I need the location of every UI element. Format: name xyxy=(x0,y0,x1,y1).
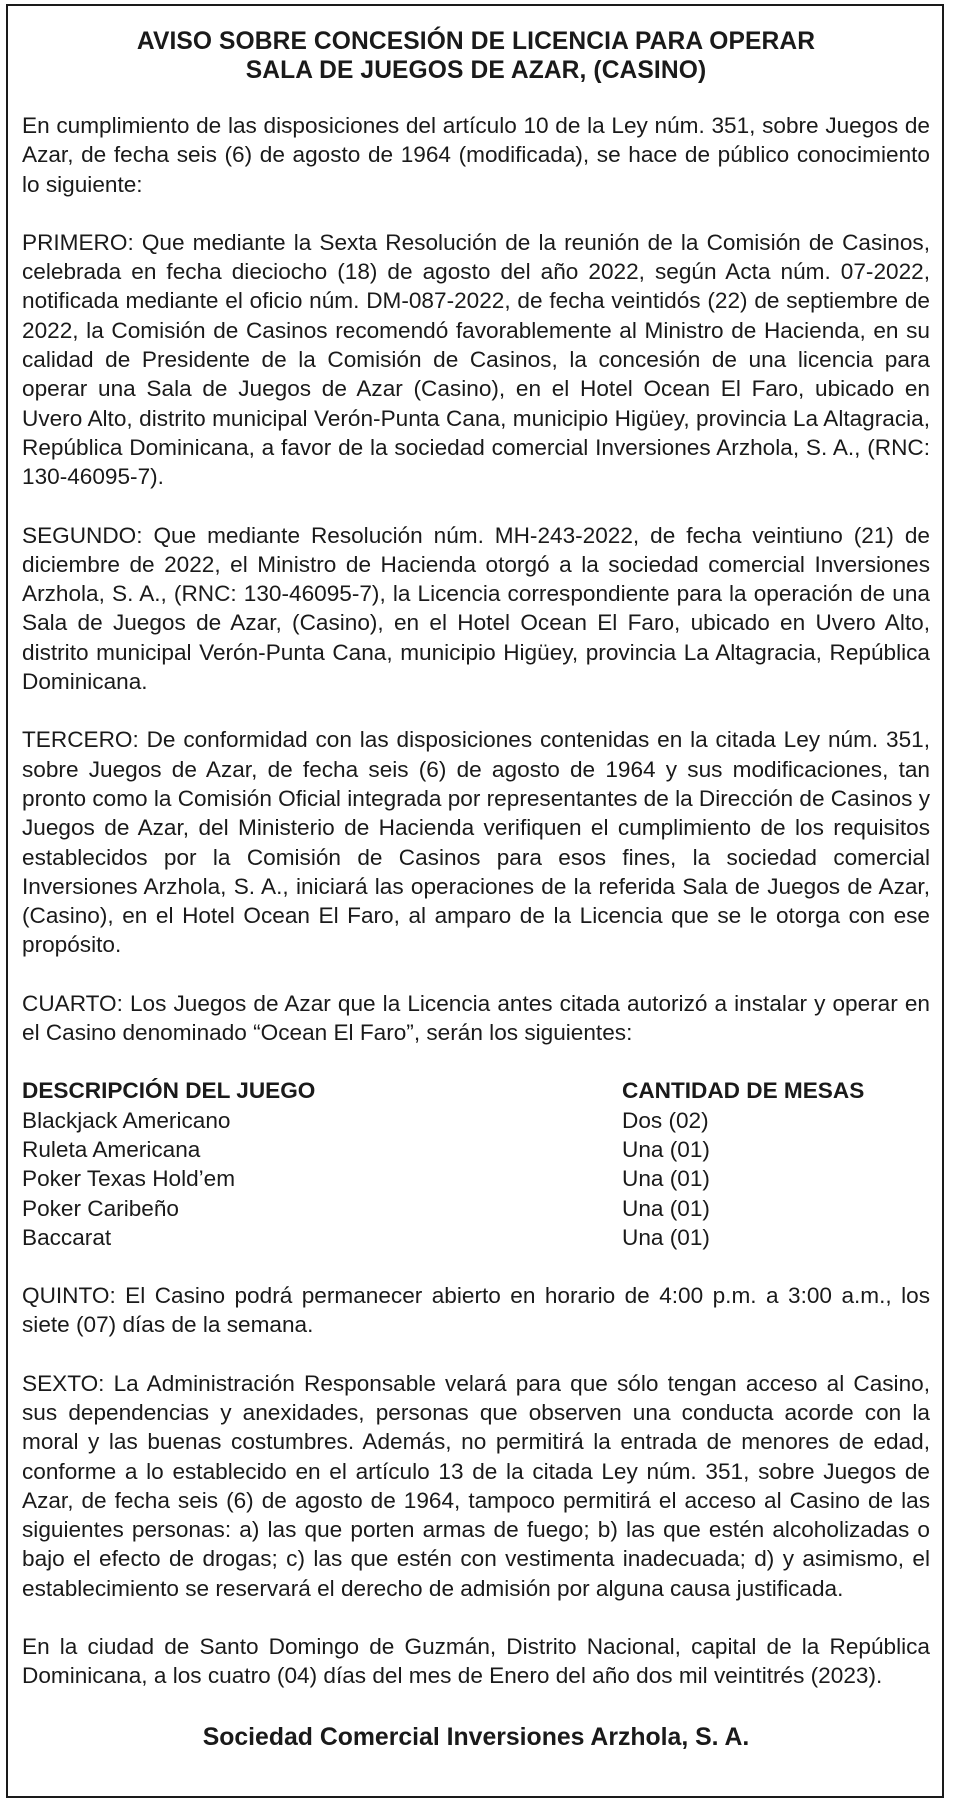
game-quantity: Una (01) xyxy=(622,1224,710,1250)
game-name: Blackjack Americano xyxy=(22,1107,231,1133)
header-table-count: CANTIDAD DE MESAS xyxy=(622,1078,865,1104)
primero-paragraph: PRIMERO: Que mediante la Sexta Resolución de la reunión de la Comisión de Casinos, celebrada en fecha dieciocho (18) de agosto del año 2022, según Acta núm. 07-2022, notificada mediante el oficio núm. DM-087-2022, de fecha veintidós (22) de septiembre de 2022, la Comisión de Casinos recomendó favorablemente al Ministro de Hacienda, en su calidad de Presidente de la Comisión de Casinos, la concesión de una licencia para operar una Sala de Juegos de Azar (Casino), en el Hotel Ocean El Faro, ubicado en Uvero Alto, distrito municipal Verón-Punta Cana, municipio Higüey, provincia La Altagracia, República Dominicana, a favor de la sociedad comercial Inversiones Arzhola, S. A., (RNC: 130-46095-7). xyxy=(22,229,930,490)
table-row xyxy=(22,1164,930,1193)
header-game-description: DESCRIPCIÓN DEL JUEGO xyxy=(22,1078,316,1104)
cuarto-paragraph: CUARTO: Los Juegos de Azar que la Licencia antes citada autorizó a instalar y operar en el Casino denominado “Ocean El Faro”, serán los siguientes: xyxy=(22,990,930,1046)
table-row xyxy=(22,1223,930,1252)
notice-frame xyxy=(6,4,944,1798)
game-quantity: Una (01) xyxy=(622,1136,710,1162)
notice-content xyxy=(22,28,930,1753)
game-quantity: Una (01) xyxy=(622,1195,710,1221)
closing-paragraph: En la ciudad de Santo Domingo de Guzmán, Distrito Nacional, capital de la República Dominicana, a los cuatro (04) días del mes de Enero del año dos mil veintitrés (2023). xyxy=(22,1634,930,1689)
game-quantity: Dos (02) xyxy=(622,1107,709,1133)
tercero-paragraph: TERCERO: De conformidad con las disposiciones contenidas en la citada Ley núm. 351, sobre Juegos de Azar, de fecha seis (6) de agosto de 1964 y sus modificaciones, tan pronto como la Comisión Oficial integrada por representantes de la Dirección de Casinos y Juegos de Azar, del Ministerio de Hacienda verifiquen el cumplimiento de los requisitos establecidos por la Comisión de Casinos para esos fines, la sociedad comercial Inversiones Arzhola, S. A., iniciará las operaciones de la referida Sala de Juegos de Azar, (Casino), en el Hotel Ocean El Faro, al amparo de la Licencia que se le otorga con ese propósito. xyxy=(22,727,930,958)
quinto-paragraph: QUINTO: El Casino podrá permanecer abierto en horario de 4:00 p.m. a 3:00 a.m., los siete (07) días de la semana. xyxy=(22,1283,930,1338)
table-row xyxy=(22,1106,930,1135)
game-name: Baccarat xyxy=(22,1224,112,1250)
signature: Sociedad Comercial Inversiones Arzhola, S. A. xyxy=(202,1723,750,1751)
table-row xyxy=(22,1135,930,1164)
title-line-1: AVISO SOBRE CONCESIÓN DE LICENCIA PARA OPERAR xyxy=(136,28,816,55)
segundo-paragraph: SEGUNDO: Que mediante Resolución núm. MH-243-2022, de fecha veintiuno (21) de diciembre de 2022, el Ministro de Hacienda otorgó a la sociedad comercial Inversiones Arzhola, S. A., (RNC: 130-46095-7), la Licencia correspondiente para la operación de una Sala de Juegos de Azar, (Casino), en el Hotel Ocean El Faro, ubicado en Uvero Alto, distrito municipal Verón-Punta Cana, municipio Higüey, provincia La Altagracia, República Dominicana. xyxy=(22,522,930,695)
table-row xyxy=(22,1194,930,1223)
intro-paragraph: En cumplimiento de las disposiciones del artículo 10 de la Ley núm. 351, sobre Juegos de Azar, de fecha seis (6) de agosto de 1964 (modificada), se hace de público conocimiento lo siguiente: xyxy=(22,113,930,197)
notice-title xyxy=(22,28,930,85)
games-header-row xyxy=(22,1076,930,1105)
title-line-2: SALA DE JUEGOS DE AZAR, (CASINO) xyxy=(245,56,707,84)
game-name: Poker Caribeño xyxy=(22,1195,179,1221)
games-table xyxy=(22,1076,930,1252)
sexto-paragraph: SEXTO: La Administración Responsable velará para que sólo tengan acceso al Casino, sus dependencias y anexidades, personas que observen una conducta acorde con la moral y las buenas costumbres. Además, no permitirá la entrada de menores de edad, conforme a lo establecido en el artículo 13 de la citada Ley núm. 351, sobre Juegos de Azar, de fecha seis (6) de agosto de 1964, tampoco permitirá el acceso al Casino de las siguientes personas: a) las que porten armas de fuego; b) las que estén alcoholizadas o bajo el efecto de drogas; c) las que estén con vestimenta inadecuada; d) y asimismo, el establecimiento se reservará el derecho de admisión por alguna causa justificada. xyxy=(22,1370,930,1601)
game-name: Ruleta Americana xyxy=(22,1136,201,1162)
game-name: Poker Texas Hold’em xyxy=(22,1166,236,1192)
game-quantity: Una (01) xyxy=(622,1166,710,1192)
